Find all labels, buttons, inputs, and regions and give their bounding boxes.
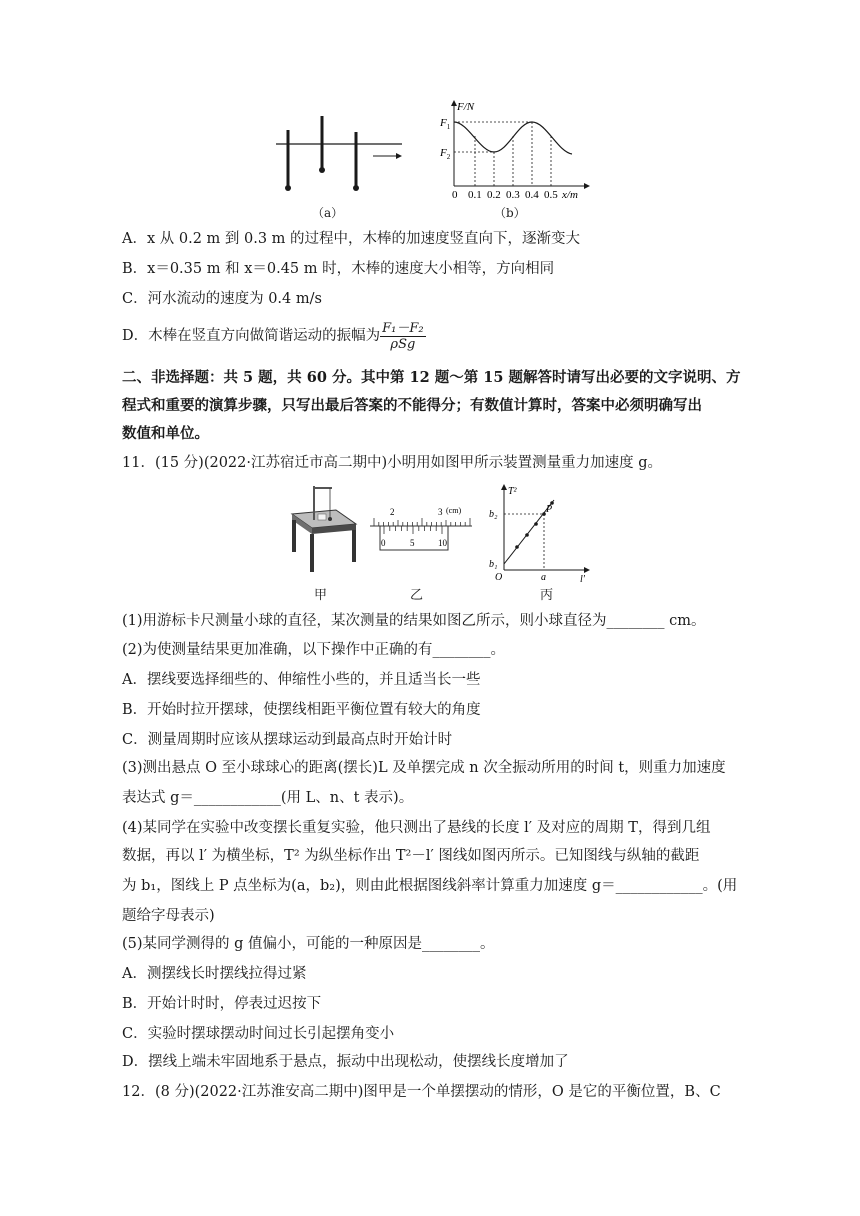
section2-line2: 程式和重要的演算步骤，只写出最后答案的不能得分；有数值计算时，答案中必须明确写出 <box>122 397 702 414</box>
figure-jia-drawing <box>278 484 362 580</box>
figure-yi-main-label-1: 3 <box>438 507 443 517</box>
figure-yi-caption: 乙 <box>410 588 424 603</box>
figure-b-graph <box>432 100 592 210</box>
q11-part5-option-c: C．实验时摆球摆动时间过长引起摆角变小 <box>122 1026 395 1042</box>
q11-part5-option-a: A．测摆线长时摆线拉得过紧 <box>122 966 307 982</box>
q11-part2-option-c: C．测量周期时应该从摆球运动到最高点时开始计时 <box>122 732 453 748</box>
q11-part5-option-d: D．摆线上端未牢固地系于悬点，振动中出现松动，使摆线长度增加了 <box>122 1054 569 1070</box>
q11-part4-line2: 数据，再以 l′ 为横坐标，T² 为纵坐标作出 T²－l′ 图线如图丙所示。已知图线与纵轴的截距 <box>122 848 700 864</box>
figure-b-tick-0: 0 <box>452 189 458 201</box>
q10-option-d-numerator: F₁－F₂ <box>382 320 424 336</box>
q10-option-d-denominator: ρSg <box>390 336 416 352</box>
figure-bing-graph <box>484 484 594 584</box>
figure-b-f1-label: $F_1$ <box>440 117 451 131</box>
figure-bing-y-axis-label: T² <box>508 486 517 497</box>
q11-part5-option-b: B．开始计时时，停表过迟按下 <box>122 996 322 1012</box>
figure-b-tick-5: 0.5 <box>544 189 558 201</box>
figure-yi-vernier-labels <box>381 538 448 548</box>
q11-part2: (2)为使测量结果更加准确，以下操作中正确的有________。 <box>122 642 506 658</box>
q11-part5: (5)某同学测得的 g 值偏小，可能的一种原因是________。 <box>122 936 495 952</box>
figure-bing-p-label: P <box>546 504 553 515</box>
figure-yi-main-labels <box>390 507 443 517</box>
figure-yi-main-label-0: 2 <box>390 507 395 517</box>
figure-a <box>270 108 410 224</box>
q10-option-b: B．x＝0.35 m 和 x＝0.45 m 时，木棒的速度大小相等，方向相同 <box>122 261 555 277</box>
figure-bing-origin-label: O <box>495 572 503 583</box>
figure-b-x-axis-label: x/m <box>562 189 578 201</box>
figure-b-tick-4: 0.4 <box>525 189 539 201</box>
figure-bing-b2-label: b₂ <box>489 509 498 520</box>
q10-option-d-fraction <box>380 321 425 352</box>
figure-yi <box>366 504 476 602</box>
figure-bing-a-label: a <box>541 572 546 583</box>
figure-b <box>432 100 592 224</box>
q11-part1: (1)用游标卡尺测量小球的直径，某次测量的结果如图乙所示，则小球直径为________ cm。 <box>122 613 706 629</box>
q11-part3-line2: 表达式 g＝____________(用 L、n、t 表示)。 <box>122 790 414 806</box>
figure-jia <box>278 484 362 602</box>
figure-bing-x-axis-label: l′ <box>580 574 585 584</box>
figure-b-caption: （b） <box>494 206 526 220</box>
figure-b-ticks <box>452 189 558 201</box>
figure-yi-vernier-label-2: 10 <box>438 538 447 548</box>
figure-b-tick-1: 0.1 <box>468 189 482 201</box>
q10-option-d <box>122 318 742 354</box>
figure-yi-vernier-label-1: 5 <box>410 538 415 548</box>
figure-jia-caption: 甲 <box>314 588 328 603</box>
figure-b-y-axis-label: F/N <box>457 101 475 113</box>
q10-option-c: C．河水流动的速度为 0.4 m/s <box>122 291 322 307</box>
q12-stem: 12．(8 分)(2022·江苏淮安高二期中)图甲是一个单摆摆动的情形，O 是它的平衡位置，B、C <box>122 1084 721 1100</box>
figure-a-caption: （a） <box>312 206 344 220</box>
q11-part3-line1: (3)测出悬点 O 至小球球心的距离(摆长)L 及单摆完成 n 次全振动所用的时间 t，则重力加速度 <box>122 760 726 776</box>
figure-yi-drawing <box>366 504 476 556</box>
figure-b-tick-3: 0.3 <box>506 189 520 201</box>
section2-line1: 二、非选择题：共 5 题，共 60 分。其中第 12 题～第 15 题解答时请写出必要的文字说明、方 <box>122 369 741 386</box>
q11-part4-line1: (4)某同学在实验中改变摆长重复实验，他只测出了悬线的长度 l′ 及对应的周期 T，得到几组 <box>122 820 711 836</box>
figure-b-tick-2: 0.2 <box>487 189 501 201</box>
q11-part2-option-a: A．摆线要选择细些的、伸缩性小些的，并且适当长一些 <box>122 672 481 688</box>
q10-option-d-prefix: D．木棒在竖直方向做简谐运动的振幅为 <box>122 328 381 344</box>
figure-bing-caption: 丙 <box>540 588 554 603</box>
section2-line3: 数值和单位。 <box>122 425 209 442</box>
figure-bing <box>484 484 594 602</box>
q11-stem: 11．(15 分)(2022·江苏宿迁市高二期中)小明用如图甲所示装置测量重力加速度 g。 <box>122 455 663 471</box>
q11-part4-line4: 题给字母表示) <box>122 908 215 924</box>
q10-option-a: A．x 从 0.2 m 到 0.3 m 的过程中，木棒的加速度竖直向下，逐渐变大 <box>122 231 581 247</box>
figure-bing-b1-label: b₁ <box>489 559 498 570</box>
figure-yi-vernier-label-0: 0 <box>381 538 386 548</box>
q11-part2-option-b: B．开始时拉开摆球，使摆线相距平衡位置有较大的角度 <box>122 702 481 718</box>
q11-part4-line3: 为 b₁，图线上 P 点坐标为(a，b₂)，则由此根据图线斜率计算重力加速度 g＝____________。(用 <box>122 878 738 894</box>
figure-b-f2-label: $F_2$ <box>440 147 451 161</box>
figure-yi-unit: (cm) <box>446 506 462 515</box>
